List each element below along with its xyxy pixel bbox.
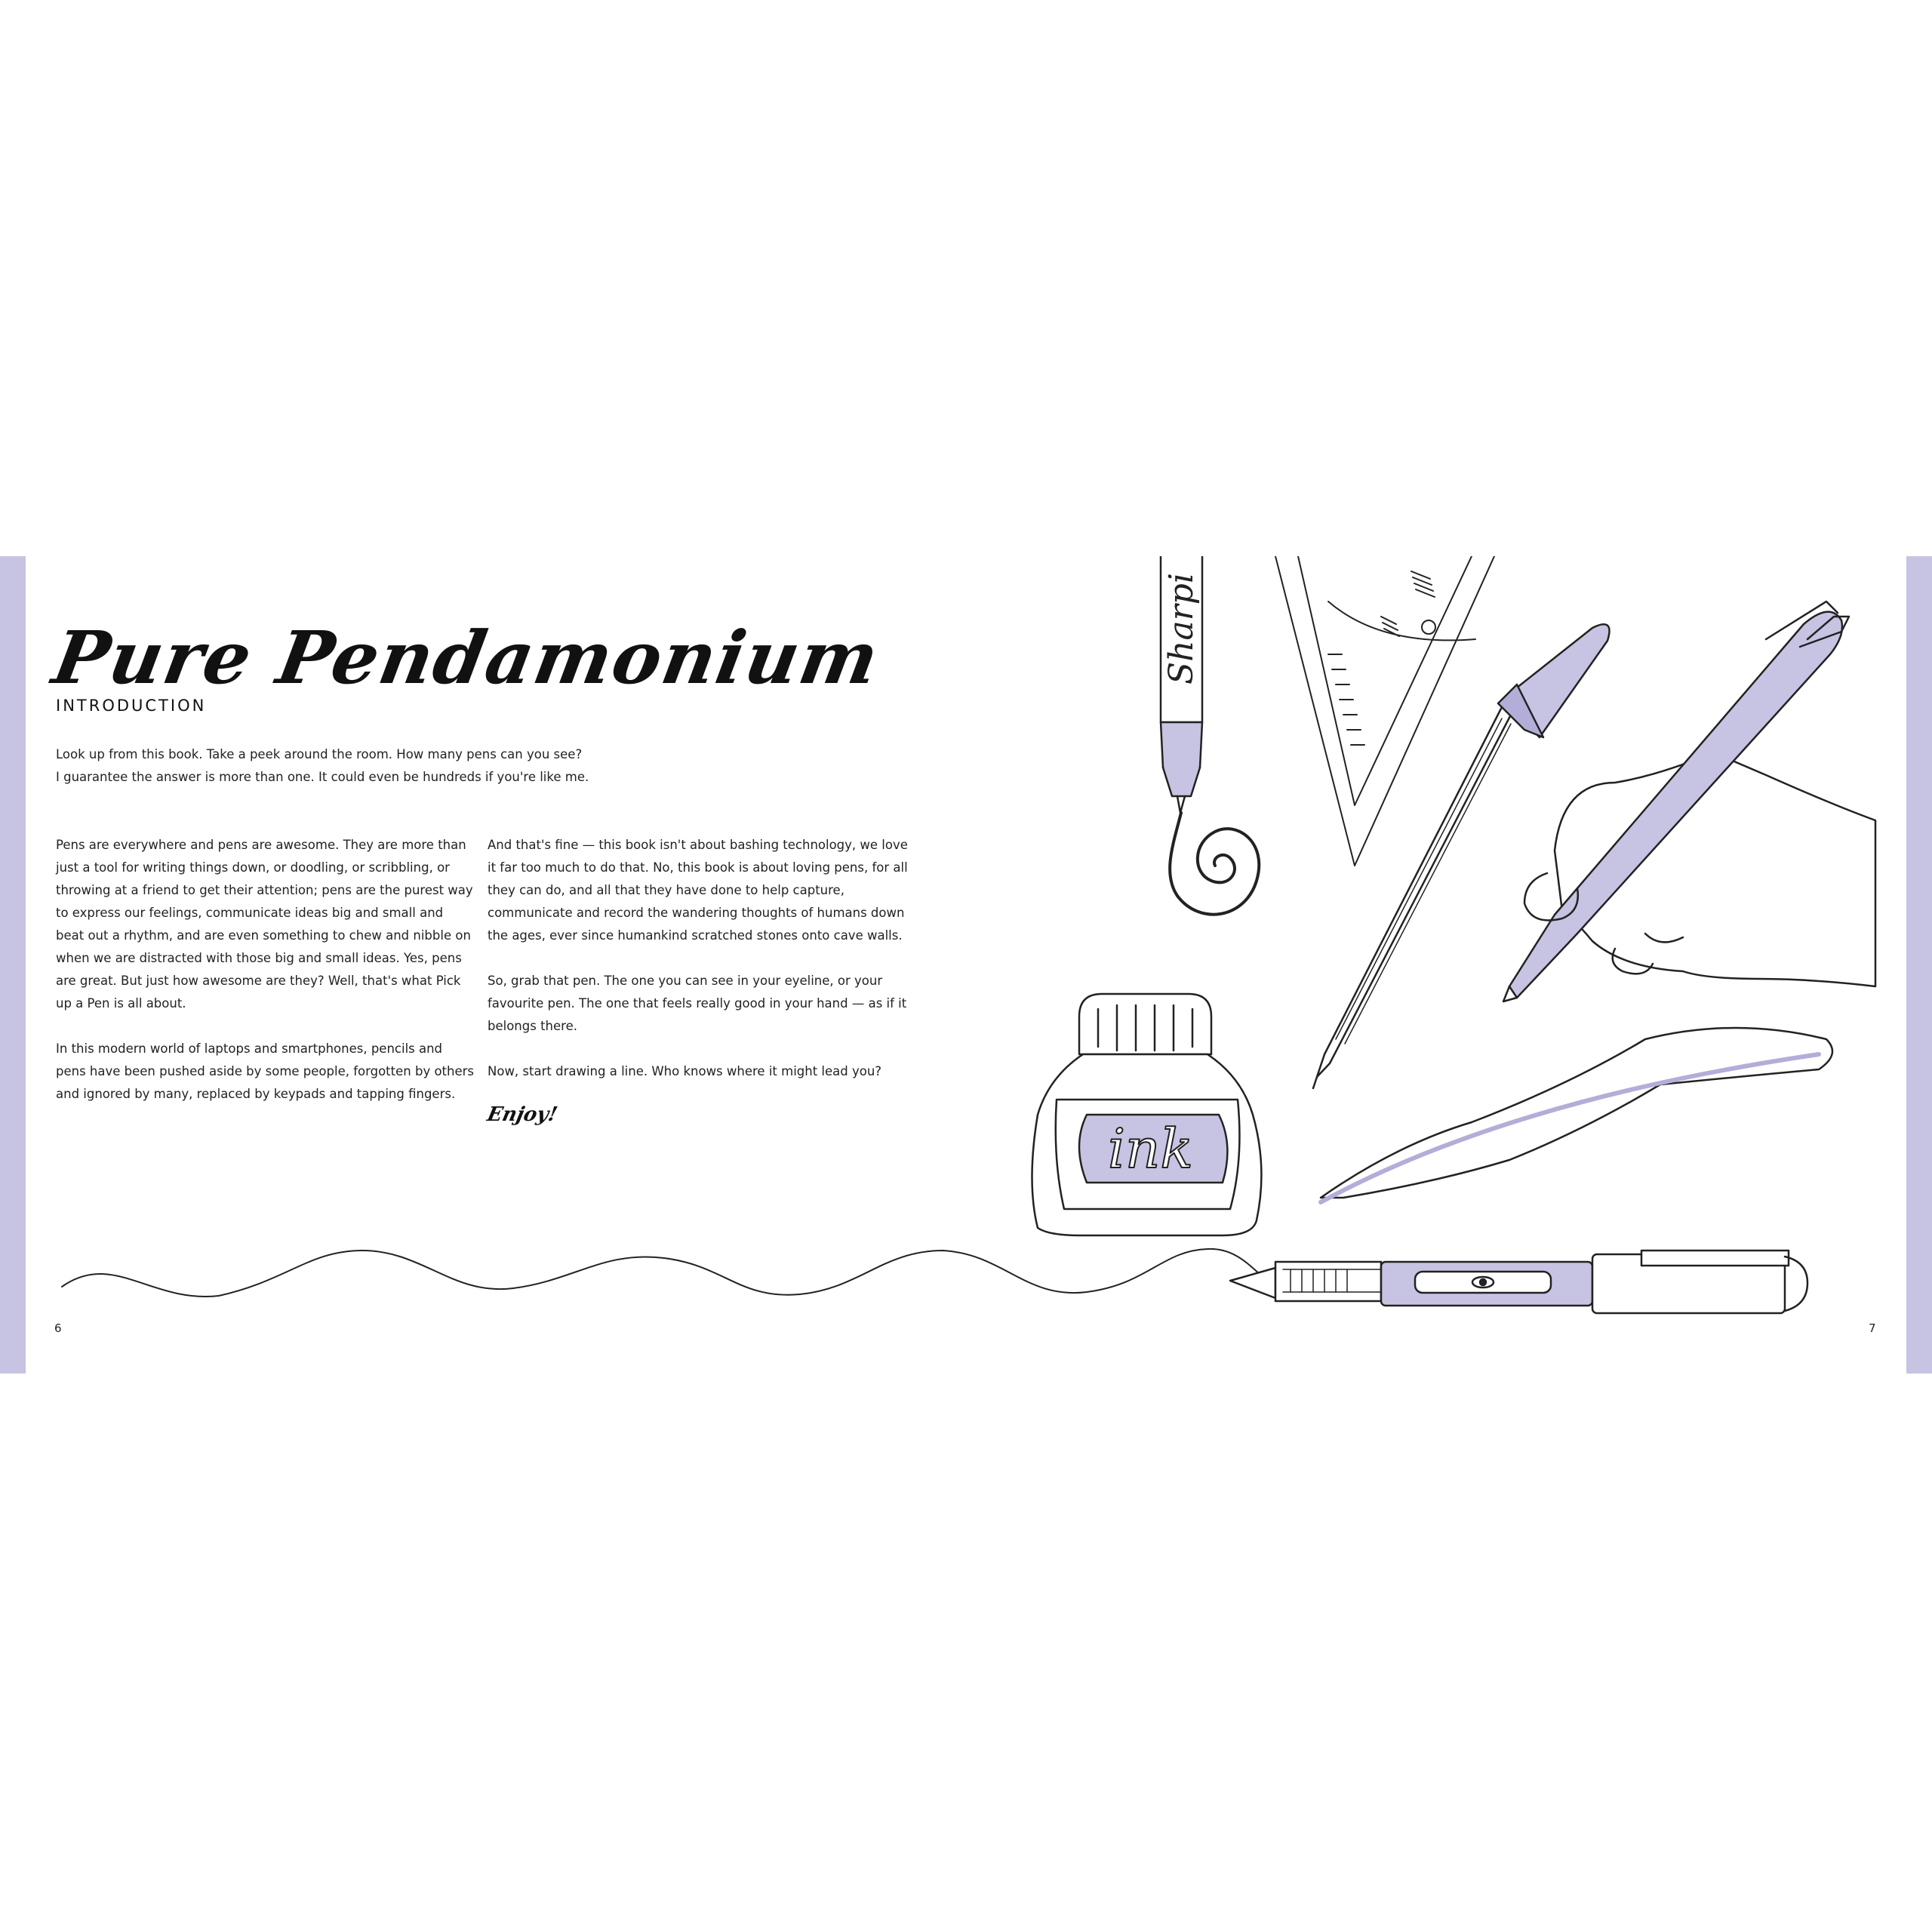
wavy-line: [62, 1249, 1268, 1297]
book-spread: [0, 556, 1932, 1374]
felt-pen-drawing: [1230, 1251, 1807, 1313]
paragraph: In this modern world of laptops and smartphones, pencils and pens have been pushed aside by some people, forgotten by others and ignored by many, replaced by keypads and tapping fingers.: [56, 1041, 475, 1101]
signoff: Enjoy!: [485, 1103, 560, 1126]
ink-bottle-drawing: [1032, 994, 1262, 1235]
pen-illustration: [0, 556, 1932, 1374]
ink-label: ink: [1108, 1117, 1194, 1180]
quill-drawing: [1321, 1028, 1832, 1202]
page-number-left: 6: [54, 1321, 62, 1335]
chapter-subtitle: INTRODUCTION: [56, 697, 207, 715]
marker-label: Sharpi: [1162, 573, 1201, 685]
page-number-right: 7: [1869, 1321, 1876, 1335]
marker-drawing: [1161, 556, 1202, 813]
spiral-doodle: [1170, 813, 1259, 915]
chapter-title: Pure Pendamonium: [47, 615, 887, 700]
paragraph: And that's fine — this book isn't about bashing technology, we love it far too much to do that. No, this book is about loving pens, for all they can do, and all that they have done to help capture, communicate and record the wandering thoughts of humans down the ages, ever since humankind scratched stones onto cave walls.: [488, 838, 908, 943]
paragraph: Now, start drawing a line. Who knows where it might lead you?: [488, 1064, 882, 1078]
lead-line-2: I guarantee the answer is more than one. It could even be hundreds if you're like me.: [56, 770, 589, 784]
paragraph: Pens are everywhere and pens are awesome. They are more than just a tool for writing things down, or doodling, or scribbling, or throwing at a friend to get their attention; pens are the purest way to express our feelings, communicate ideas big and small and beat out a rhythm, and are even something to chew and nibble on when we are distracted with those big and small ideas. Yes, pens are great. But just how awesome are they? Well, that's what Pick up a Pen is all about.: [56, 838, 473, 1011]
paragraph: So, grab that pen. The one you can see in your eyeline, or your favourite pen. The one that feels really good in your hand — as if it belongs there.: [488, 974, 907, 1033]
lead-line-1: Look up from this book. Take a peek around the room. How many pens can you see?: [56, 747, 583, 761]
